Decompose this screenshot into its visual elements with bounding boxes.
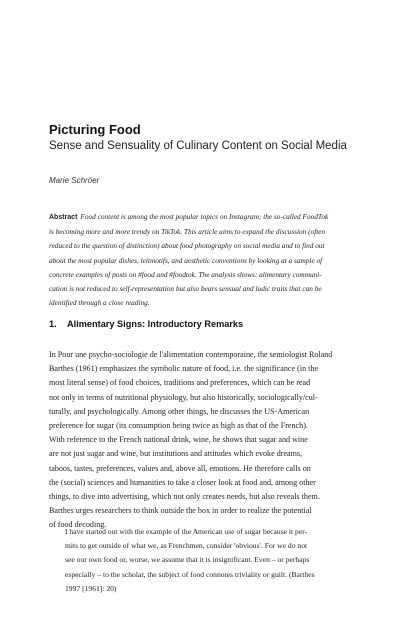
section-title: Alimentary Signs: Introductory Remarks (67, 319, 244, 329)
body-line: preference for sugar (its consumption being twice as high as that of the French). (49, 421, 308, 431)
abstract (49, 210, 374, 310)
body-line: the (social) sciences and humanities to take a closer look at food and, among other (49, 477, 316, 487)
block-quote (65, 525, 375, 596)
body-line: of food decoding. (49, 520, 107, 530)
paper-title: Picturing Food (49, 122, 141, 137)
abstract-line-5: cation is not reduced to self-representation but also bears sensual and ludic traits that can be (49, 284, 322, 294)
abstract-line-1: is becoming more and more trendy on TikTok. This article aims to expand the discussion (often (49, 227, 326, 237)
body-line: taboos, tastes, preferences, values and, above all, emotions. He therefore calls on (49, 463, 311, 473)
body-line: Barthes (1961) emphasizes the symbolic nature of food, i.e. the significance (in the (49, 364, 319, 374)
quote-line: I have started out with the example of the American use of sugar because it per- (65, 527, 308, 536)
section-heading (49, 319, 243, 329)
abstract-label: Abstract (49, 214, 78, 221)
body-line: In Pour une psycho-sociologie de l'alimentation contemporaine, the semiologist Roland (49, 350, 333, 359)
abstract-line-6: identified through a close reading. (49, 298, 150, 308)
body-line: most literal sense) of food choices, traditions and preferences, which can be read (49, 378, 311, 388)
author-name: Marie Schröer (49, 176, 100, 185)
abstract-line-4: concrete examples of posts on #food and #foodtok. The analysis shows: alimentary communi- (49, 269, 322, 279)
body-line: With reference to the French national drink, wine, he shows that sugar and wine (49, 435, 308, 445)
body-paragraph (49, 348, 374, 533)
abstract-line-3: about the most popular dishes, leitmotifs, and aesthetic conventions by looking at a sample of (49, 255, 323, 265)
quote-line: mits to get outside of what we, as Frenchmen, consider 'obvious'. For we do not (65, 541, 308, 551)
abstract-line-2: reduced to the question of distinction) about food photography on social media and to find out (49, 241, 325, 251)
body-line: turally, and psychologically. Among other things, he discusses the US-American (49, 406, 310, 416)
quote-line: see our own food or, worse, we assume that it is insignificant. Even – or perhaps (65, 555, 310, 565)
section-number: 1. (49, 319, 57, 329)
abstract-line-0: Abstract Food content is among the most popular topics on Instagram; the so-called FoodTok (49, 212, 329, 221)
quote-line: especially – to the scholar, the subject of food connotes triviality or guilt. (Barthes (65, 569, 315, 579)
body-line: Barthes urges researchers to think outside the box in order to realize the potential (49, 506, 312, 516)
body-line: things, to dive into advertising, which not only creates needs, but also reveals them. (49, 492, 320, 502)
quote-line: 1997 [1961]: 20) (65, 583, 117, 593)
paper-subtitle: Sense and Sensuality of Culinary Content on Social Media (49, 140, 347, 152)
body-line: are not just sugar and wine, but institutions and attitudes which evoke dreams, (49, 449, 303, 459)
body-line: not only in terms of nutritional physiology, but also historically, sociologically/cul- (49, 392, 318, 402)
